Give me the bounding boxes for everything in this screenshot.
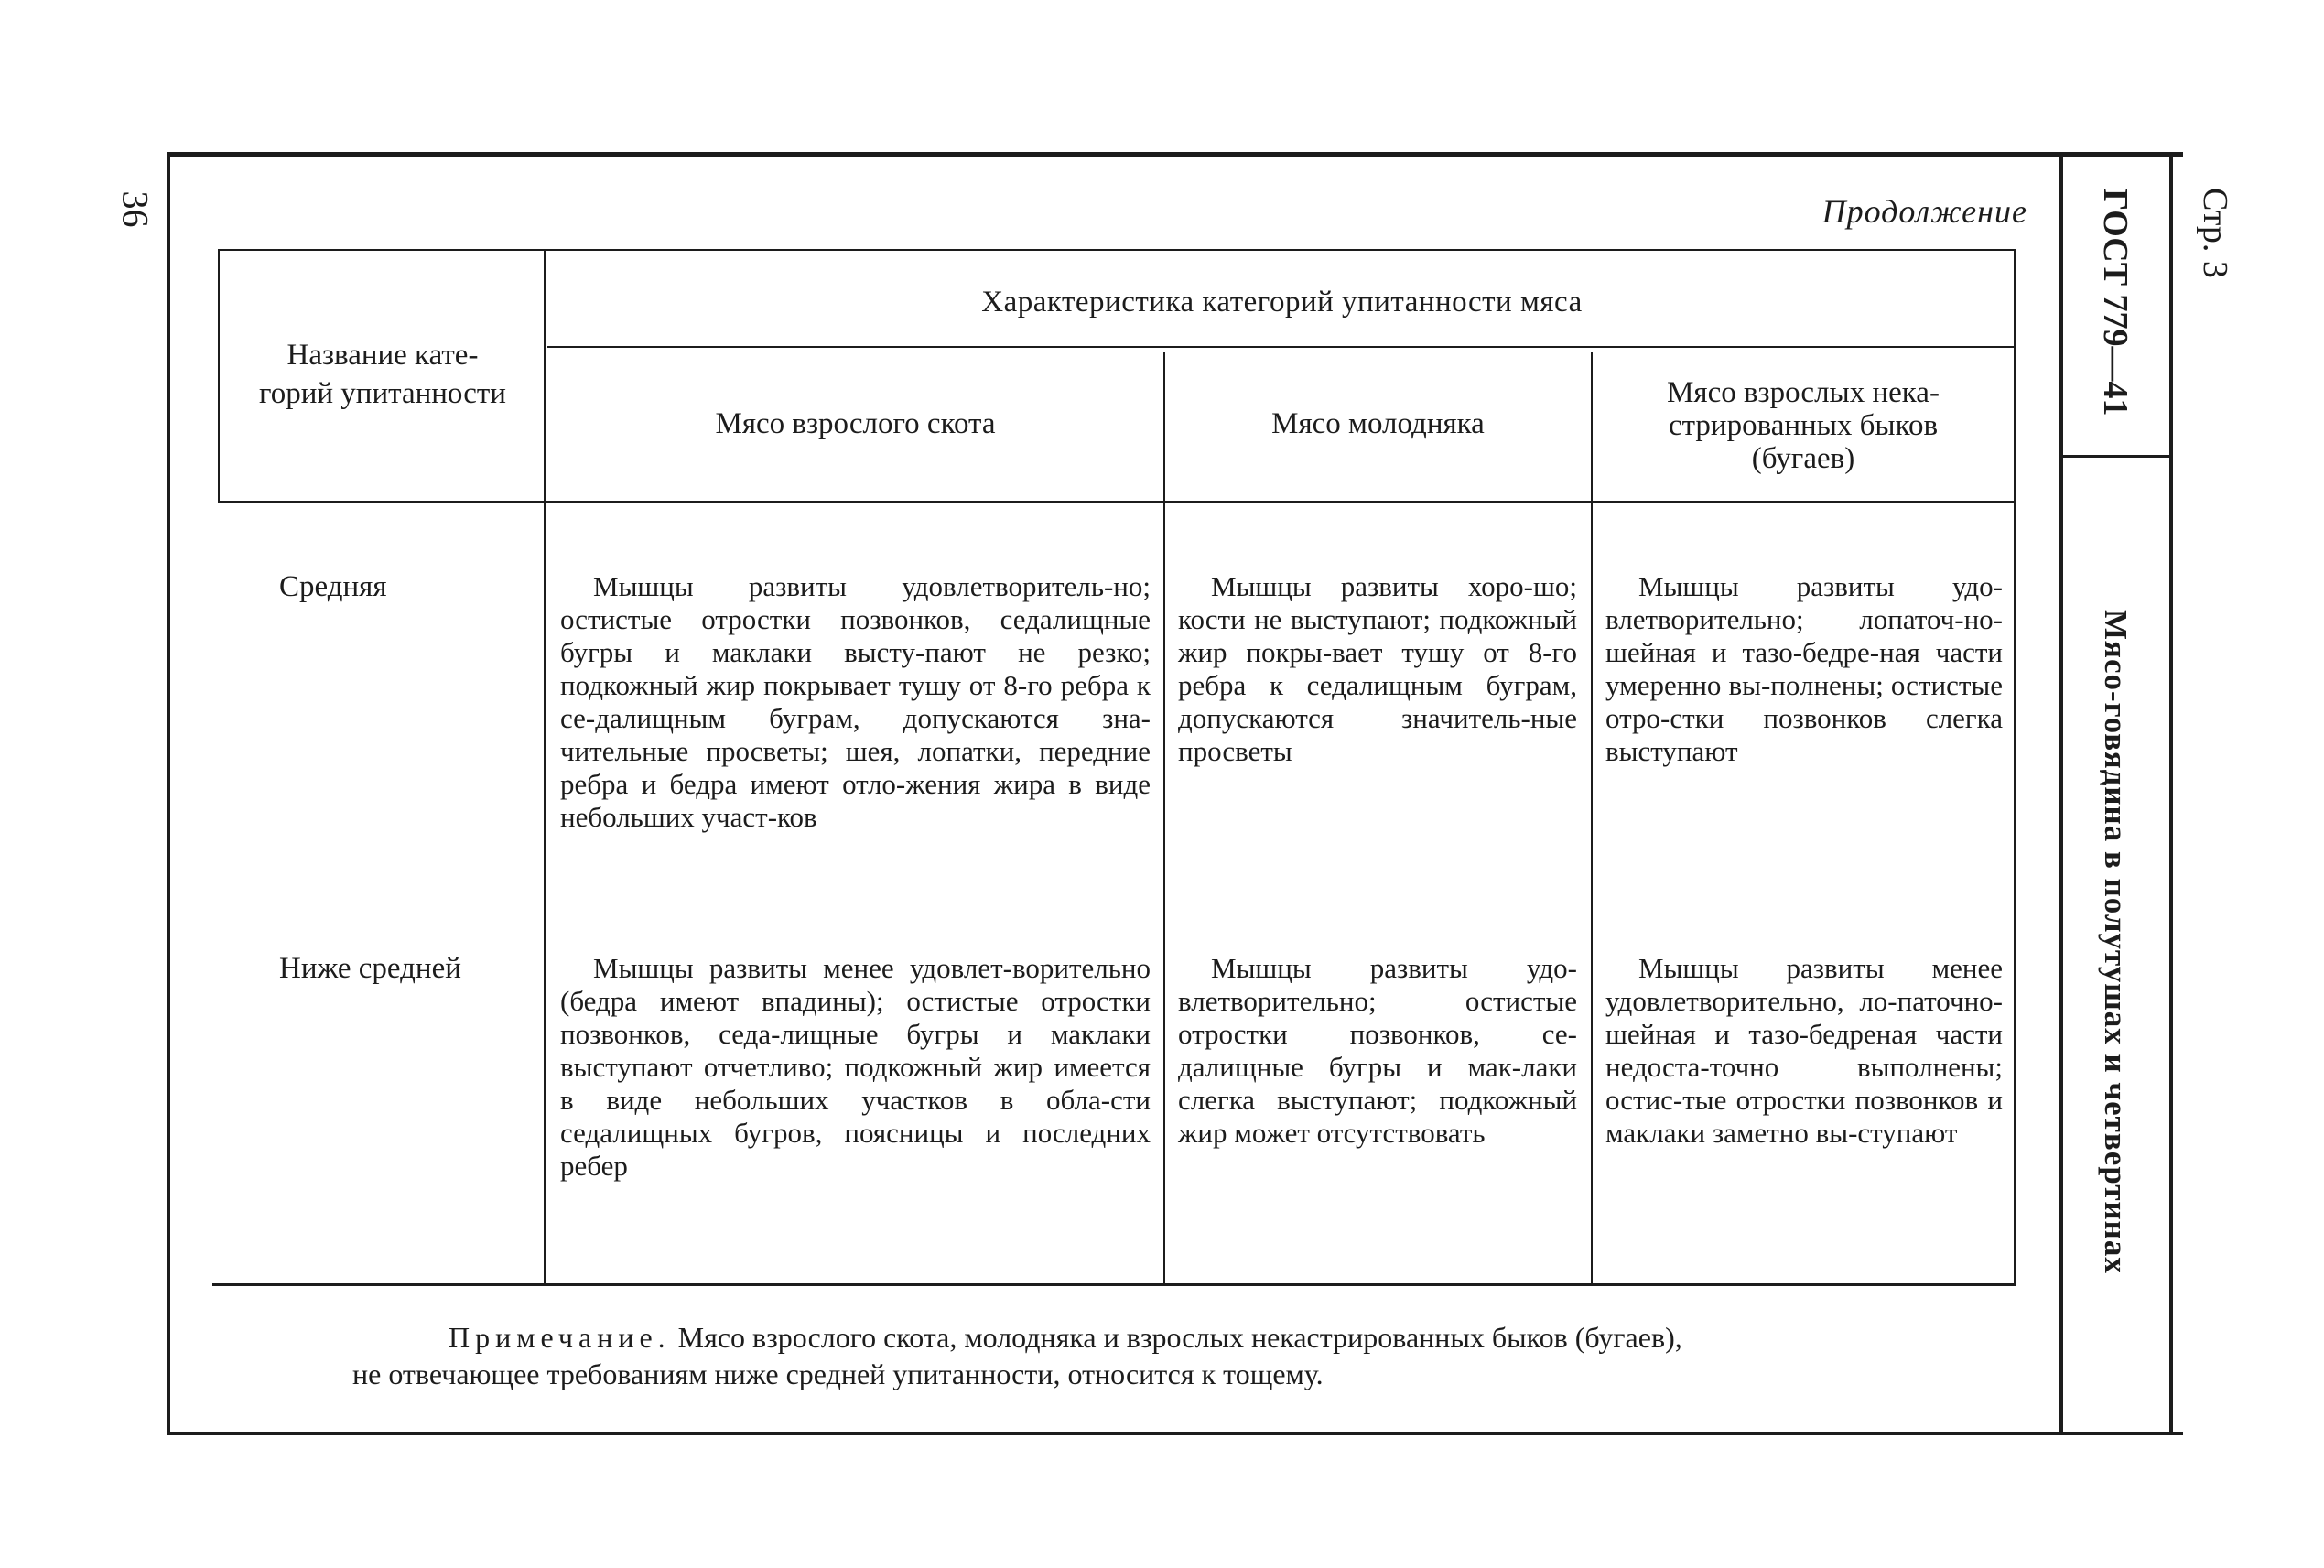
table-col2-rule xyxy=(1163,352,1165,1284)
header-col-young-stock-line-1: Мясо молодняка xyxy=(1271,407,1485,440)
header-col-bulls-line-2: стрированных быков xyxy=(1668,409,1939,442)
table-col3-rule xyxy=(1591,352,1593,1284)
note-line-2: не отвечающее требованиям ниже средней упитанности, относится к тощему. xyxy=(352,1357,1324,1390)
row-1-cell-bulls: Мышцы развиты удо-влетворительно; лопаточ-но-шейная и тазо-бедре-ная части умеренно вы-полнены; остистые отро-стки позвонков слегка выступают xyxy=(1605,570,2003,767)
header-bottom-rule xyxy=(218,501,2016,503)
frame-left-rule xyxy=(167,152,170,1435)
row-2-cell-young-stock: Мышцы развиты удо-влетворительно; остистые отростки позвонков, се-далищные бугры и мак-лаки слегка выступают; подкожный жир может отсутствовать xyxy=(1178,952,1577,1149)
header-col-adult-cattle xyxy=(547,407,1163,440)
table-col1-rule xyxy=(544,249,546,1284)
row-2-category: Ниже средней xyxy=(279,952,461,985)
header-characteristic-title: Характеристика категорий упитанности мяса xyxy=(981,286,1583,319)
header-col-adult-cattle-line-1: Мясо взрослого скота xyxy=(715,407,996,440)
header-col-bulls xyxy=(1593,376,2014,475)
side-divider-rule xyxy=(2059,455,2169,458)
header-col-young-stock xyxy=(1165,407,1591,440)
frame-top-rule xyxy=(167,152,2183,157)
row-2-cell-adult-cattle: Мышцы развиты менее удовлет-ворительно (бедра имеют впадины); остистые отростки позвонков, седа-лищные бугры и маклаки выступают отчетливо; подкожный жир имеется в виде небольших участков в обла-сти седалищных бугров, поясницы и последних ребер xyxy=(560,952,1151,1182)
frame-bottom-rule xyxy=(167,1432,2183,1435)
header-category-line-1: Название кате- xyxy=(286,339,479,372)
header-col-bulls-line-1: Мясо взрослых нека- xyxy=(1667,376,1940,409)
side-page-label: Стр. 3 xyxy=(2196,188,2234,278)
table-top-rule xyxy=(218,249,2016,251)
table-bottom-rule xyxy=(212,1283,2016,1286)
table-left-rule xyxy=(218,249,220,503)
page-number: 36 xyxy=(114,190,157,228)
frame-divider-rule xyxy=(2059,152,2063,1435)
header-sub-rule xyxy=(547,346,2016,348)
continuation-label: Продолжение xyxy=(1821,193,2027,230)
row-1-cell-young-stock: Мышцы развиты хоро-шо; кости не выступают; подкожный жир покры-вает тушу от 8-го ребра к седалищным буграм, допускаются значитель-ные просветы xyxy=(1178,570,1577,767)
note-line-1 xyxy=(449,1320,2023,1355)
row-2-cell-bulls: Мышцы развиты менее удовлетворительно, ло-паточно-шейная и тазо-бедреная части недоста-точно выполнены; остис-тые отростки позвонков и маклаки заметно вы-ступают xyxy=(1605,952,2003,1149)
frame-right-rule xyxy=(2169,152,2173,1435)
note-text-1: Мясо взрослого скота, молодняка и взрослых некастрированных быков (бугаев), xyxy=(677,1321,1682,1354)
row-1-category: Средняя xyxy=(279,570,387,603)
table-right-rule xyxy=(2014,249,2016,1284)
row-1-cell-adult-cattle: Мышцы развиты удовлетворитель-но; остистые отростки позвонков, седалищные бугры и маклаки высту-пают не резко; подкожный жир покрывает тушу от 8-го ребра к се-далищным буграм, допускаются зна-чительные просветы; шея, лопатки, передние ребра и бедра имеют отло-жения жира в виде небольших участ-ков xyxy=(560,570,1151,833)
header-category-line-2: горий упитанности xyxy=(259,377,506,410)
side-gost-number: ГОСТ 779—41 xyxy=(2096,189,2135,416)
note-label: Примечание. xyxy=(449,1321,671,1354)
side-document-title: Мясо-говядина в полутушах и четвертинах xyxy=(2098,610,2134,1274)
header-category-name xyxy=(227,339,538,410)
header-col-bulls-line-3: (бугаев) xyxy=(1751,442,1855,475)
